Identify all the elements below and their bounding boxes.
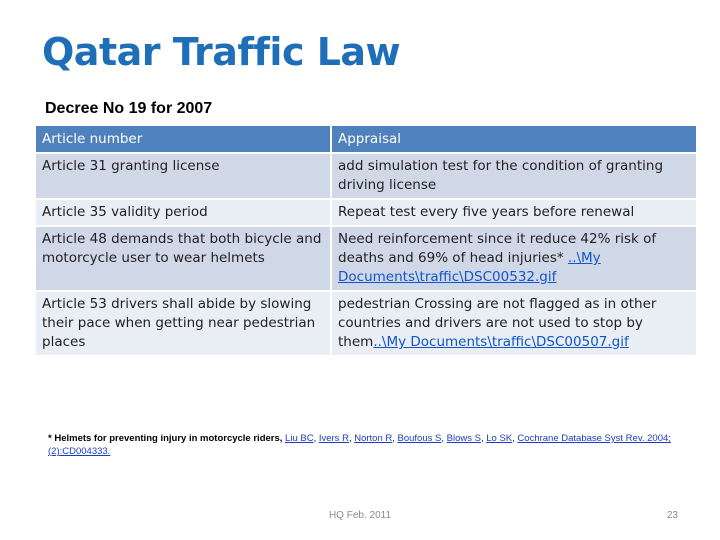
author-link[interactable]: Lo SK [486, 433, 513, 444]
slide-title: Qatar Traffic Law [42, 30, 401, 74]
article-cell: Article 31 granting license [36, 153, 331, 199]
table-header-row [36, 126, 696, 153]
photo-link[interactable]: ..\My Documents\traffic\DSC00532.gif [338, 250, 601, 285]
appraisal-text: pedestrian Crossing are not flagged as in other countries and drivers are not used to stop by them [338, 296, 657, 350]
table-row [36, 199, 696, 226]
appraisal-cell [331, 153, 696, 199]
photo-link[interactable]: ..\My Documents\traffic\DSC00507.gif [373, 334, 629, 350]
citation-link[interactable]: Cochrane Database Syst Rev. 2004;(2):CD004333. [48, 433, 671, 457]
appraisal-text: Need reinforcement since it reduce 42% risk of deaths and 69% of head injuries* [338, 231, 657, 266]
article-cell: Article 48 demands that both bicycle and motorcycle user to wear helmets [36, 226, 331, 291]
author-link[interactable]: Ivers R [318, 433, 349, 444]
reference-prefix: * Helmets for preventing injury in motorcycle riders, [48, 433, 283, 444]
appraisal-cell [331, 291, 696, 355]
author-link[interactable]: Blows S [446, 433, 481, 444]
table-row [36, 226, 696, 291]
header-appraisal: Appraisal [331, 126, 696, 153]
table-row [36, 153, 696, 199]
author-link[interactable]: Liu BC [285, 433, 314, 444]
reference-footnote: * Helmets for preventing injury in motorcycle riders, Liu BC, Ivers R, Norton R, Boufous S, Blows S, Lo SK, Cochrane Database Syst Rev. 2004;(2):CD004333. [48, 433, 671, 457]
appraisal-text: Repeat test every five years before renewal [338, 204, 635, 220]
appraisal-cell [331, 199, 696, 226]
header-article-number: Article number [36, 126, 331, 153]
footer-text: HQ Feb. 2011 [328, 510, 392, 521]
author-link[interactable]: Boufous S [397, 433, 442, 444]
decree-subtitle: Decree No 19 for 2007 [45, 100, 213, 117]
appraisal-text: add simulation test for the condition of granting driving license [338, 158, 664, 193]
author-link[interactable]: Norton R [354, 433, 393, 444]
article-cell: Article 53 drivers shall abide by slowing their pace when getting near pedestrian places [36, 291, 331, 355]
appraisal-cell [331, 226, 696, 291]
table-row [36, 291, 696, 355]
articles-table [36, 126, 696, 355]
article-cell: Article 35 validity period [36, 199, 331, 226]
page-number: 23 [666, 510, 678, 521]
